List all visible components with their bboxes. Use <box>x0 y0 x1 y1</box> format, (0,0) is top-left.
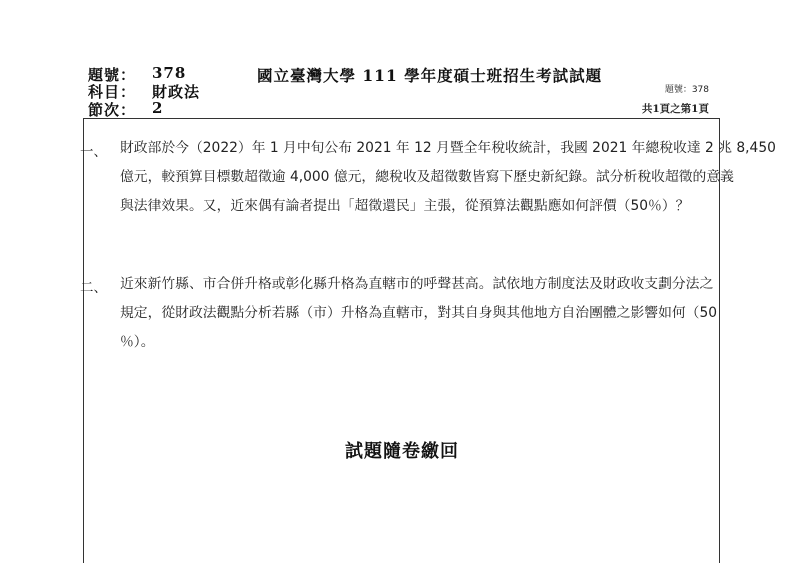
subject-value: 財政法 <box>152 83 201 101</box>
exam-code-label: 題號： <box>88 66 137 84</box>
page-info: 共1頁之第1頁 <box>641 103 709 115</box>
question-1-text <box>120 134 776 221</box>
question-2-line: 近來新竹縣、市合併升格或彰化縣升格為直轄市的呼聲甚高。試依地方制度法及財政收支劃分法之 <box>120 276 714 292</box>
subject-label: 科目： <box>88 83 137 101</box>
exam-title: 國立臺灣大學 111 學年度碩士班招生考試試題 <box>257 66 603 85</box>
question-1-line: 億元，較預算目標數超徵逾 4,000 億元，總稅收及超徵數皆寫下歷史新紀錄。試分析稅收超徵的意義 <box>120 169 734 185</box>
session-row <box>88 99 164 120</box>
question-2-line: ％）。 <box>120 334 155 350</box>
question-1-marker: 一、 <box>80 144 107 160</box>
session-label: 節次： <box>88 101 137 119</box>
exam-code-small: 題號：378 <box>664 85 709 95</box>
question-2-marker: 二、 <box>80 280 107 296</box>
question-1-line: 與法律效果。又，近來偶有論者提出「超徵還民」主張，從預算法觀點應如何評價（50％）？ <box>120 198 690 214</box>
question-2-text <box>120 270 718 357</box>
return-paper-note: 試題隨卷繳回 <box>345 441 459 462</box>
session-value: 2 <box>152 99 164 117</box>
question-2-line: 規定，從財政法觀點分析若縣（市）升格為直轄市，對其自身與其他地方自治團體之影響如何（50 <box>120 305 718 321</box>
question-1-line: 財政部於今（2022）年 1 月中旬公布 2021 年 12 月暨全年稅收統計，我國 2021 年總稅收達 2 兆 8,450 <box>120 140 776 156</box>
exam-code-value: 378 <box>152 64 187 82</box>
